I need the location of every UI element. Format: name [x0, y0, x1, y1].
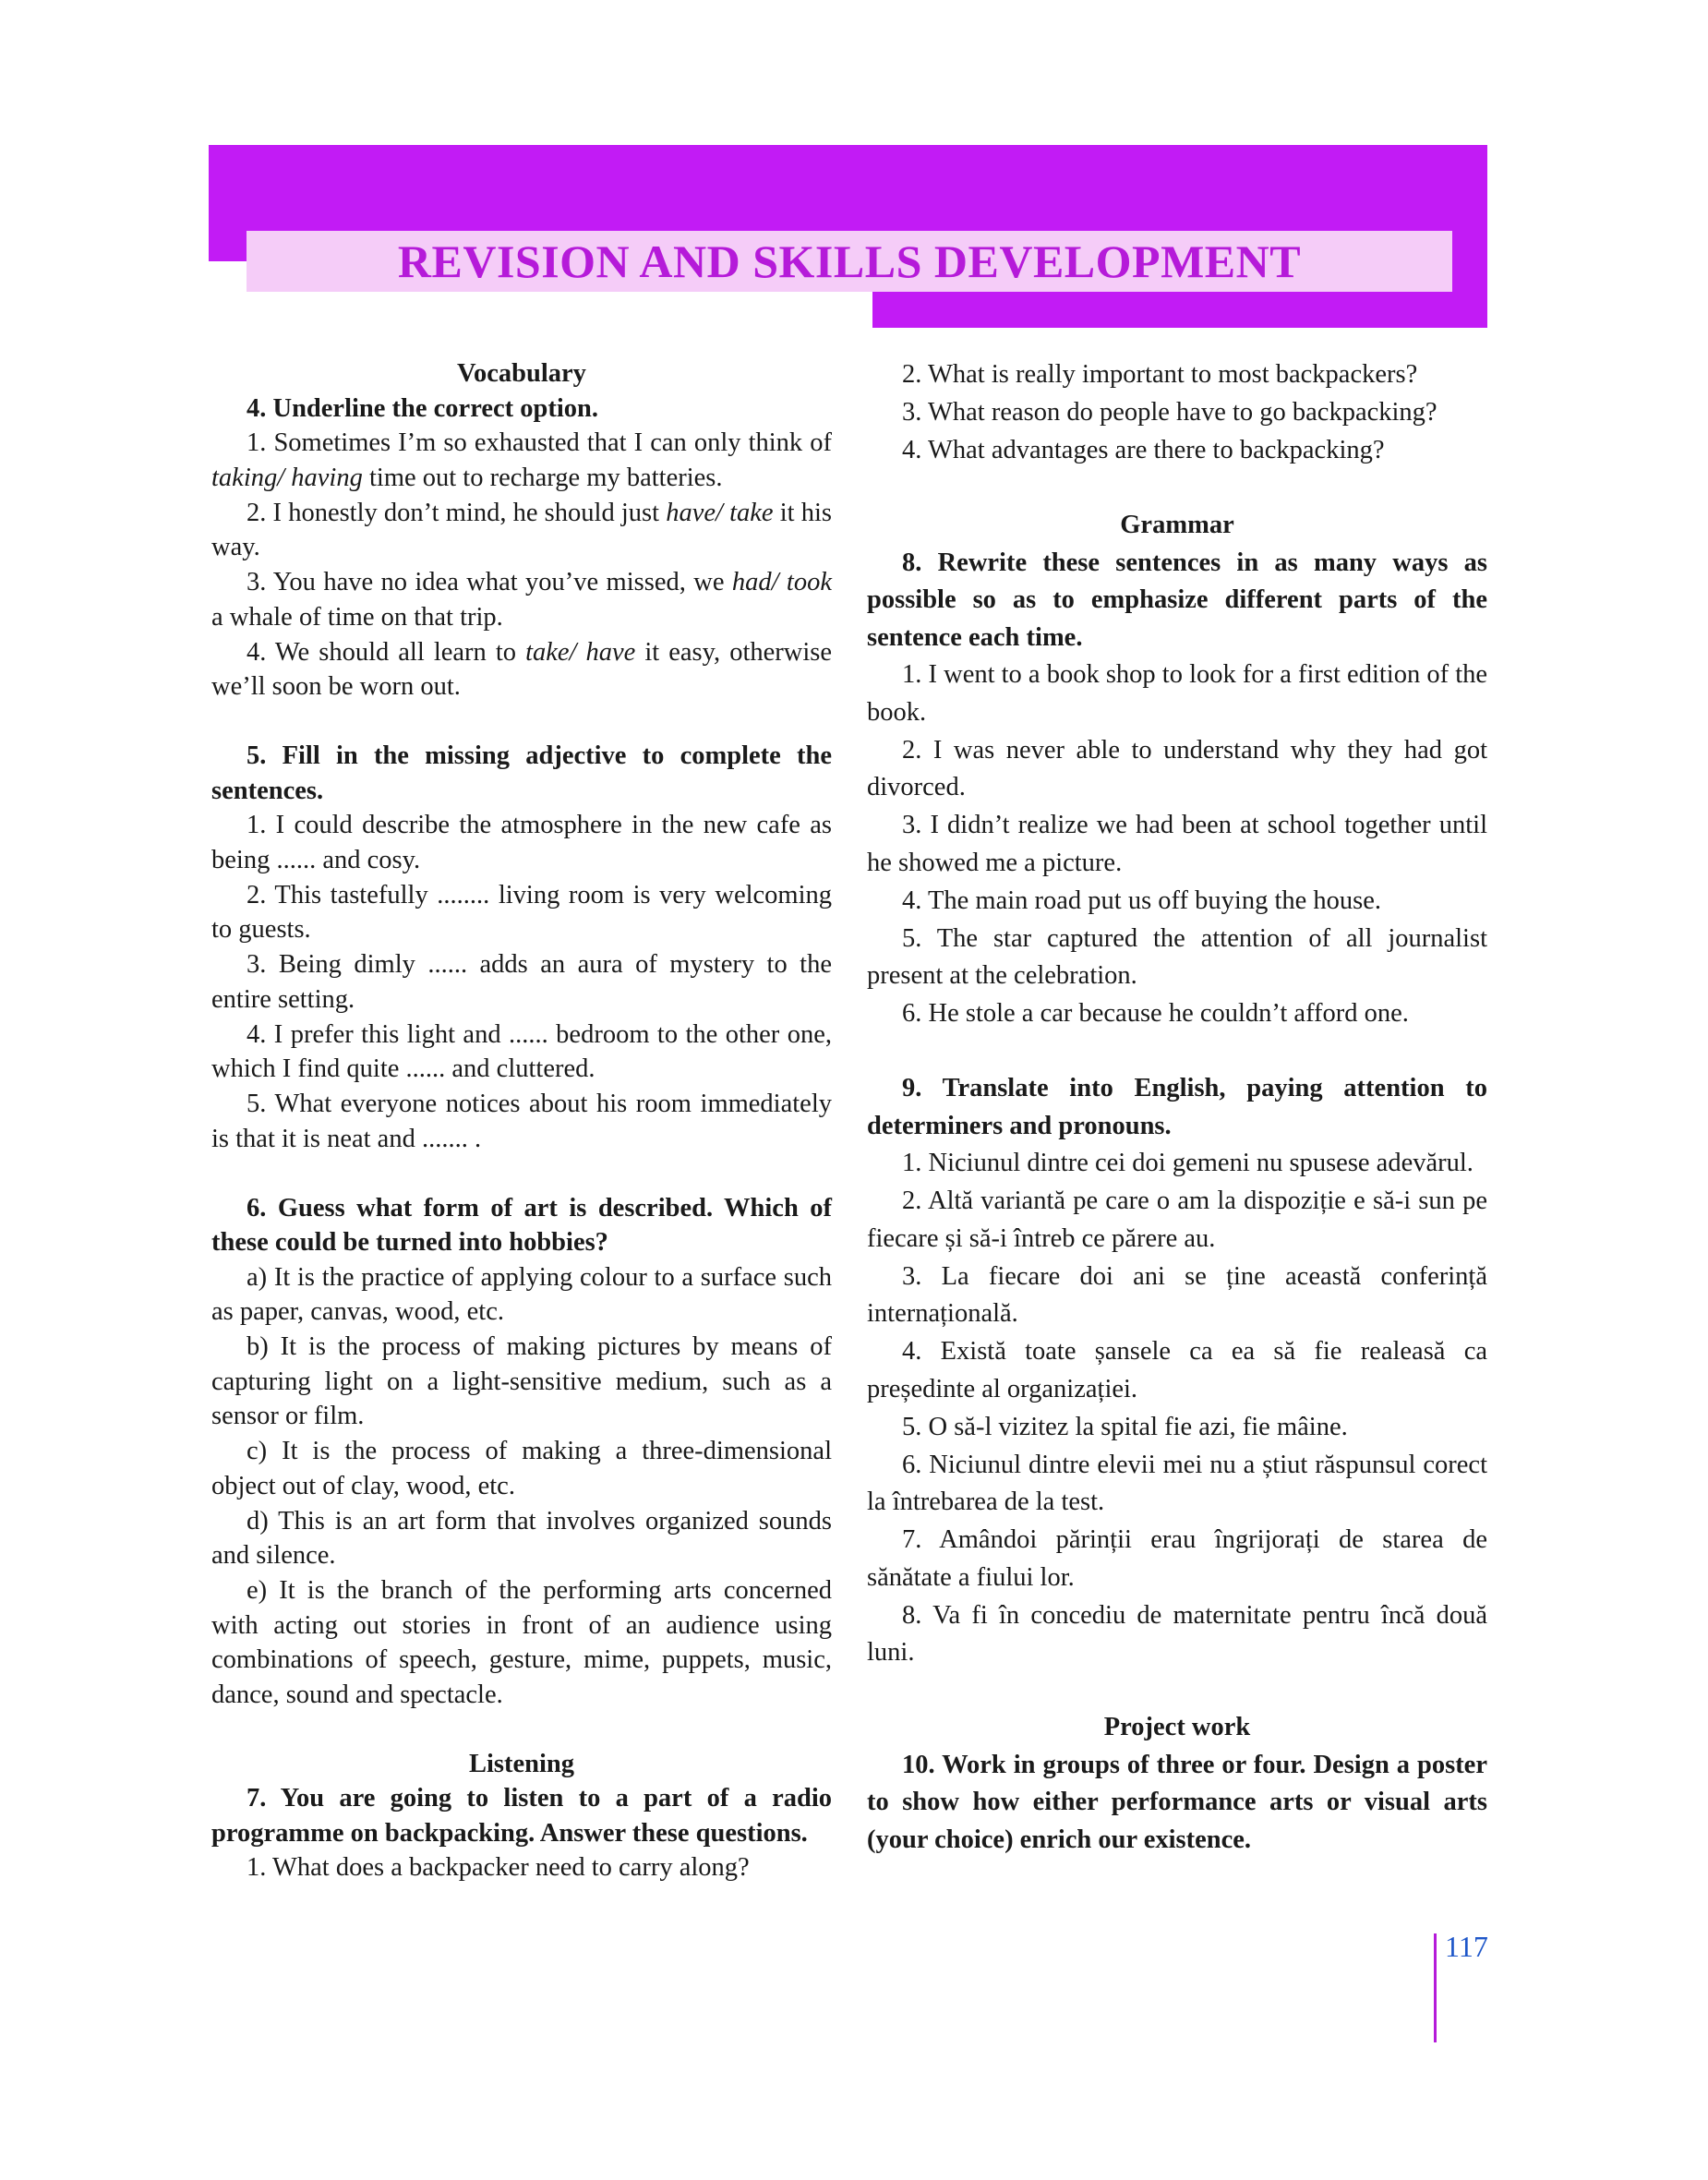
exercise-5-item: 5. What everyone notices about his room immediately is that it is neat and ....... .: [211, 1090, 832, 1153]
exercise-5-item: 3. Being dimly ...... adds an aura of mystery to the entire setting.: [211, 950, 832, 1014]
right-column: [867, 356, 1487, 1859]
exercise-6-item: e) It is the branch of the performing arts concerned with acting out stories in front of an audience using combinations of speech, gesture, mime, puppets, music, dance, sound and spectacle.: [211, 1576, 832, 1709]
exercise-6-item: b) It is the process of making pictures by means of capturing light on a light-sensitive medium, such as a sensor or film.: [211, 1332, 832, 1430]
page-title: REVISION AND SKILLS DEVELOPMENT: [397, 235, 1302, 287]
section-heading-vocabulary: Vocabulary: [457, 359, 586, 388]
exercise-8-item: 5. The star captured the attention of all journalist present at the celebration.: [867, 923, 1487, 990]
left-column: [211, 356, 832, 1885]
exercise-4-item: 1. Sometimes I’m so exhausted that I can only think of taking/ having time out to recharge my batteries.: [211, 428, 832, 492]
exercise-9-item: 8. Va fi în concediu de maternitate pentru încă două luni.: [867, 1600, 1487, 1667]
exercise-6-item: a) It is the practice of applying colour to a surface such as paper, canvas, wood, etc.: [211, 1262, 832, 1326]
exercise-8-item: 2. I was never able to understand why they had got divorced.: [867, 735, 1487, 801]
exercise-9-item: 2. Altă variantă pe care o am la dispoziție e să-i sun pe fiecare și să-i întreb ce părere au.: [867, 1186, 1487, 1253]
exercise-10-task: 10. Work in groups of three or four. Design a poster to show how either performance arts or visual arts (your choice) enrich our existence.: [867, 1750, 1487, 1854]
exercise-9-item: 3. La fiecare doi ani se ține această conferință internațională.: [867, 1261, 1487, 1328]
exercise-7-item: 2. What is really important to most backpackers?: [902, 360, 1418, 389]
section-heading-grammar: Grammar: [1120, 511, 1234, 539]
exercise-4-item: 3. You have no idea what you’ve missed, we had/ took a whale of time on that trip.: [211, 568, 832, 632]
section-heading-project-work: Project work: [1103, 1713, 1251, 1741]
exercise-5-item: 4. I prefer this light and ...... bedroom to the other one, which I find quite ...... and cluttered.: [211, 1019, 832, 1083]
exercise-7-item: 3. What reason do people have to go backpacking?: [902, 398, 1437, 427]
exercise-9-item: 4. Există toate șansele ca ea să fie realeasă ca președinte al organizației.: [867, 1337, 1487, 1403]
exercise-9-item: 7. Amândoi părinții erau îngrijorați de starea de sănătate a fiului lor.: [867, 1525, 1487, 1592]
exercise-9-task: 9. Translate into English, paying attention to determiners and pronouns.: [867, 1074, 1487, 1140]
exercise-9-item: 6. Niciunul dintre elevii mei nu a știut răspunsul corect la întrebarea de la test.: [867, 1450, 1487, 1516]
exercise-8-task: 8. Rewrite these sentences in as many ways as possible so as to emphasize different parts of the sentence each time.: [867, 548, 1487, 652]
exercise-8-item: 4. The main road put us off buying the house.: [902, 885, 1381, 915]
exercise-4-task: 4. Underline the correct option.: [247, 393, 598, 423]
exercise-4-item: 2. I honestly don’t mind, he should just have/ take it his way.: [211, 498, 832, 561]
exercise-6-item: c) It is the process of making a three-dimensional object out of clay, wood, etc.: [211, 1437, 832, 1500]
exercise-7-item: 4. What advantages are there to backpacking?: [902, 436, 1385, 464]
exercise-5-task: 5. Fill in the missing adjective to complete the sentences.: [211, 741, 832, 805]
section-heading-listening: Listening: [468, 1749, 575, 1778]
exercise-8-item: 3. I didn’t realize we had been at school together until he showed me a picture.: [867, 811, 1487, 877]
exercise-4-item: 4. We should all learn to take/ have it easy, otherwise we’ll soon be worn out.: [211, 637, 833, 701]
title-box: [247, 231, 1452, 292]
exercise-9-item: 1. Niciunul dintre cei doi gemeni nu spusese adevărul.: [902, 1149, 1473, 1177]
exercise-6-item: d) This is an art form that involves organized sounds and silence.: [211, 1506, 832, 1570]
exercise-5-item: 1. I could describe the atmosphere in the new cafe as being ...... and cosy.: [211, 811, 832, 874]
exercise-9-item: 5. O să-l vizitez la spital fie azi, fie mâine.: [902, 1412, 1348, 1441]
exercise-7-item: 1. What does a backpacker need to carry along?: [247, 1853, 750, 1882]
page-number: 117: [1445, 1930, 1488, 1963]
exercise-5-item: 2. This tastefully ........ living room is very welcoming to guests.: [211, 880, 832, 944]
page-number-rule: [1434, 1933, 1437, 2042]
exercise-7-task: 7. You are going to listen to a part of a radio programme on backpacking. Answer these questions.: [211, 1784, 832, 1848]
exercise-8-item: 1. I went to a book shop to look for a first edition of the book.: [867, 660, 1488, 727]
exercise-6-task: 6. Guess what form of art is described. Which of these could be turned into hobbies?: [211, 1193, 832, 1257]
exercise-8-item: 6. He stole a car because he couldn’t afford one.: [902, 999, 1409, 1028]
